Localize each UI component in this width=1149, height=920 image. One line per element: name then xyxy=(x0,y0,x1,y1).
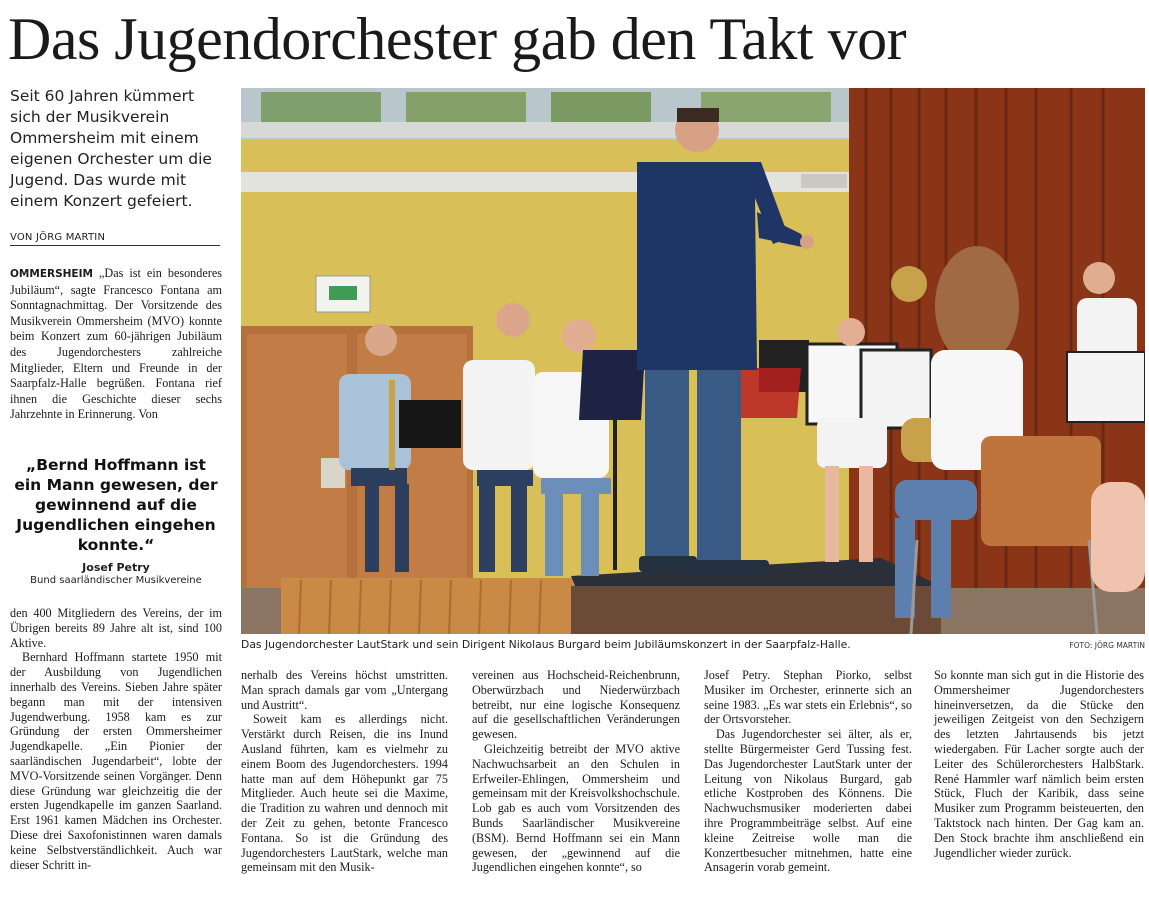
dateline: OMMERSHEIM xyxy=(10,268,93,280)
photo-credit: FOTO: JÖRG MARTIN xyxy=(1069,641,1145,650)
paragraph: Gleichzeitig betreibt der MVO aktive Nachwuchsarbeit an den Schulen in Erfweiler-Ehlingen, Ommersheim und gemeinsam mit der Kreisvolkshochschule. Lob gab es auch vom Vorsitzenden des Bunds Saarländischer Musikvereine (BSM). Bernd Hoffmann sei ein Mann gewesen, der „gewinnend auf die Jugendlichen eingehen konnte“, so xyxy=(472,741,680,875)
pull-quote xyxy=(10,455,222,586)
paragraph: So konnte man sich gut in die Historie des Ommersheimer Jugendorchesters hineinversetzen, da die Stücke den jeweiligen Zeitgeist von den Sechzigern des letzten Jahrtausends bis jetzt wiedergaben. Für Lacher sorgte auch der Leiter des Schülerorchesters HalbStark. René Hammler warf nämlich beim ersten Stück, Fluch der Karibik, dass seine Musiker zum Programm beisteuerten, den Taktstock nach hinten. Der Gag kam an. Den Stock brachte ihm anschließend ein Jugendlicher wieder zurück. xyxy=(934,668,1144,860)
paragraph: nerhalb des Vereins höchst umstritten. Man sprach damals gar vom „Untergang und Austritt“. xyxy=(241,668,448,712)
intro-paragraph xyxy=(10,266,222,423)
concert-photo xyxy=(241,88,1145,634)
text-column-5 xyxy=(934,668,1144,860)
intro-text: „Das ist ein besonderes Jubiläum“, sagte Francesco Fontana am Sonntagnachmittag. Der Vorsitzende des Musikverein Ommersheim (MVO) konnte beim Konzert zum 60-jährigen Jubiläum des Jugendorchesters zahlreiche Mitglieder, Eltern und Freunde in der Saarpfalz-Halle begrüßen. Fontana rief ihnen die Geschichte dieser sechs Jahrzehnte in Erinnerung. Von xyxy=(10,266,222,422)
headline: Das Jugendorchester gab den Takt vor xyxy=(8,6,907,72)
paragraph: den 400 Mitgliedern des Vereins, der im Übrigen bereits 89 Jahre alt ist, sind 100 Aktive. xyxy=(10,606,222,650)
intro-column xyxy=(10,266,222,423)
text-column-3 xyxy=(472,668,680,875)
paragraph: Das Jugendorchester sei älter, als er, stellte Bürgermeister Gerd Tussing fest. Das Jugendorchester LautStark unter der Leitung von Nikolaus Burgard, gab etliche Kostproben des Könnens. Die Nachwuchsmusiker moderierten dabei ihre Programmbeiträge selbst. Auf eine kleine Zeitreise wolle man die Konzertbesucher mitnehmen, hatte eine Ansagerin vorab gemeint. xyxy=(704,727,912,875)
paragraph: Josef Petry. Stephan Piorko, selbst Musiker im Orchester, erinnerte sich an seine 1983. „Es war stets ein Erlebnis“, so der Ortsvorsteher. xyxy=(704,668,912,727)
text-column-2 xyxy=(241,668,448,875)
concert-photo-illustration xyxy=(241,88,1145,634)
text-column-4 xyxy=(704,668,912,875)
lead-text: Seit 60 Jahren kümmert sich der Musikverein Ommersheim mit einem eigenen Orchester um die Jugend. Das wurde mit einem Konzert gefeiert. xyxy=(10,87,212,210)
paragraph: Soweit kam es allerdings nicht. Verstärkt durch Reisen, die ins Inund Ausland führten, kam es vielmehr zu einem Boom des Jugendorchesters. 1994 hatte man auf dem Höhepunkt gar 75 Mitglieder. Auch heute sei die Maxime, die Tradition zu wahren und dennoch mit der Zeit zu gehen, betonte Francesco Fontana. So ist die Gründung des Jugendorchesters LautStark, welche man gemeinsam mit den Musik- xyxy=(241,712,448,875)
text-column-1 xyxy=(10,606,222,872)
paragraph: vereinen aus Hochscheid-Reichenbrunn, Oberwürzbach und Niederwürzbach betreibt, nur eine logische Konsequenz auf die gesellschaftlichen Veränderungen gewesen. xyxy=(472,668,680,742)
paragraph: Bernhard Hoffmann startete 1950 mit der Ausbildung von Jugendlichen innerhalb des Vereins. Sieben Jahre später begann man mit der intensiven Jugendwerbung. 1958 kam es zur Gründung der ersten Ommersheimer Jugendkapelle. „Ein Pionier der saarländischen Jugendarbeit“, lobte der MVO-Vorsitzende seinen Vorgänger. Denn diese Gründung war gleichzeitig die der ersten Jugendkapelle im ganzen Saarland. Erst 1961 kamen Mädchen ins Orchester. Diese drei Saxofonistinnen waren damals keine Selbstverständlichkeit. Auch war dieser Schritt in- xyxy=(10,650,222,872)
byline: VON JÖRG MARTIN xyxy=(10,232,220,246)
quote-role: Bund saarländischer Musikvereine xyxy=(30,575,202,586)
quote-author: Josef Petry xyxy=(82,561,150,574)
quote-text: „Bernd Hoffmann ist ein Mann gewesen, der gewinnend auf die Jugendlichen eingehen konnte.“ xyxy=(14,456,218,554)
photo-caption: Das Jugendorchester LautStark und sein Dirigent Nikolaus Burgard beim Jubiläumskonzert in der Saarpfalz-Halle. xyxy=(241,638,851,651)
